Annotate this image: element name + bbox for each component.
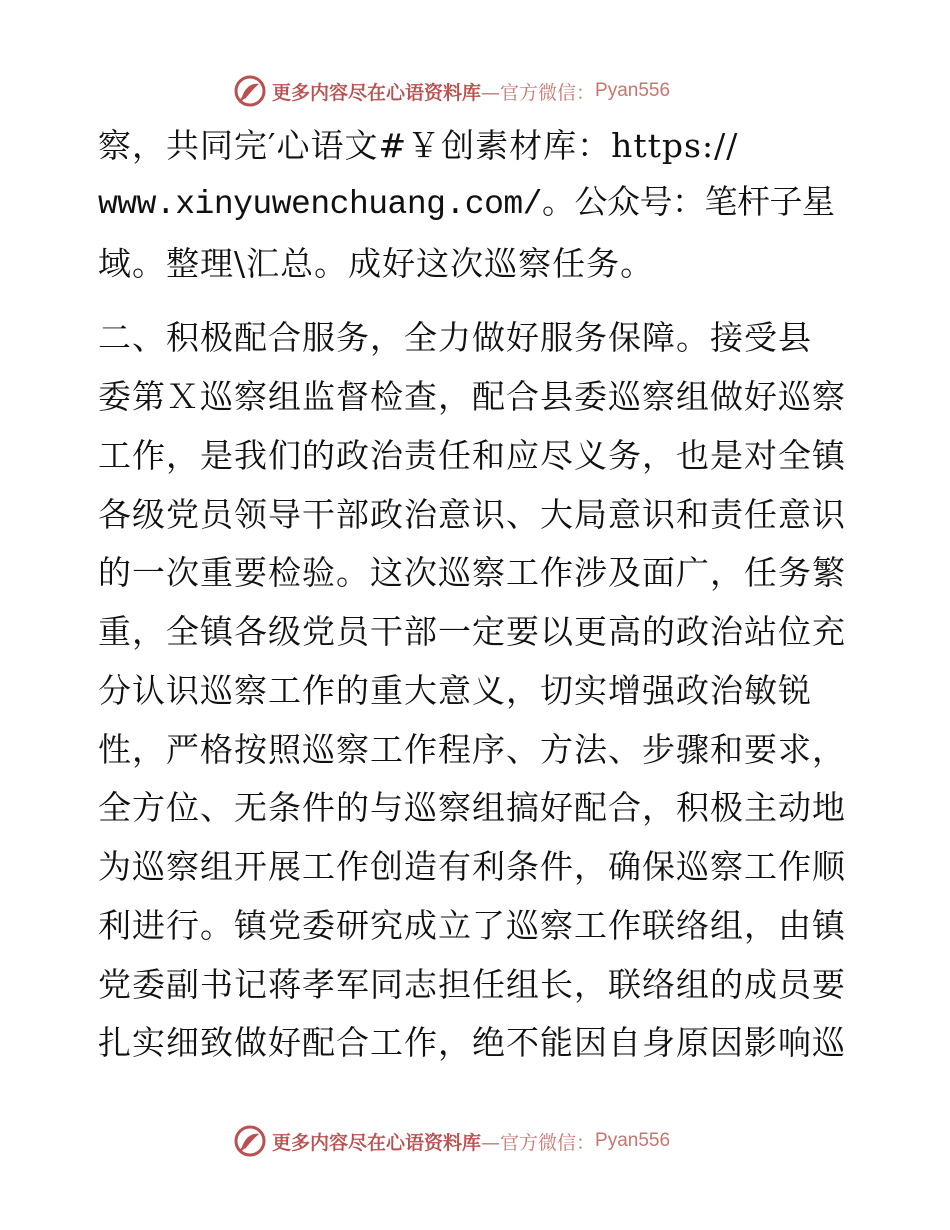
text-line: 分认识巡察工作的重大意义，切实增强政治敏锐 xyxy=(98,671,812,710)
footer-banner xyxy=(234,1124,670,1158)
banner-text-main: 更多内容尽在心语资料库 xyxy=(272,81,482,104)
text-line: 重，全镇各级党员干部一定要以更高的政治站位充 xyxy=(98,612,846,651)
text-line: 察，共同完′心语文#￥创素材库：https:// xyxy=(98,126,739,165)
banner-text-wechat: —官方微信： xyxy=(481,81,596,104)
header-banner xyxy=(234,74,670,108)
text-line: 性，严格按照巡察工作程序、方法、步骤和要求， xyxy=(98,730,846,769)
text-line: 扎实细致做好配合工作，绝不能因自身原因影响巡 xyxy=(98,1023,846,1062)
text-line: 二、积极配合服务，全力做好服务保障。接受县 xyxy=(98,318,812,357)
brand-logo-icon xyxy=(234,75,266,107)
text-line: 委第Ｘ巡察组监督检查，配合县委巡察组做好巡察 xyxy=(98,377,846,416)
text-line: 各级党员领导干部政治意识、大局意识和责任意识 xyxy=(98,495,846,534)
banner-text-id: Pyan556 xyxy=(595,1130,671,1151)
text-line: 的一次重要检验。这次巡察工作涉及面广，任务繁 xyxy=(98,553,846,592)
text-line: www.xinyuwenchuang.com/。公众号：笔杆子星 xyxy=(98,186,835,223)
text-line: 利进行。镇党委研究成立了巡察工作联络组，由镇 xyxy=(98,906,846,945)
banner-text-main: 更多内容尽在心语资料库 xyxy=(272,1131,482,1154)
banner-text-id: Pyan556 xyxy=(595,80,671,101)
banner-text-wechat: —官方微信： xyxy=(481,1131,596,1154)
text-line: 全方位、无条件的与巡察组搞好配合，积极主动地 xyxy=(98,788,846,827)
text-line: 党委副书记蒋孝军同志担任组长，联络组的成员要 xyxy=(98,965,846,1004)
text-line: 域。整理\汇总。成好这次巡察任务。 xyxy=(98,244,655,283)
text-line: 工作，是我们的政治责任和应尽义务，也是对全镇 xyxy=(98,436,846,475)
text-line: 为巡察组开展工作创造有利条件，确保巡察工作顺 xyxy=(98,847,846,886)
brand-logo-icon xyxy=(234,1125,266,1157)
